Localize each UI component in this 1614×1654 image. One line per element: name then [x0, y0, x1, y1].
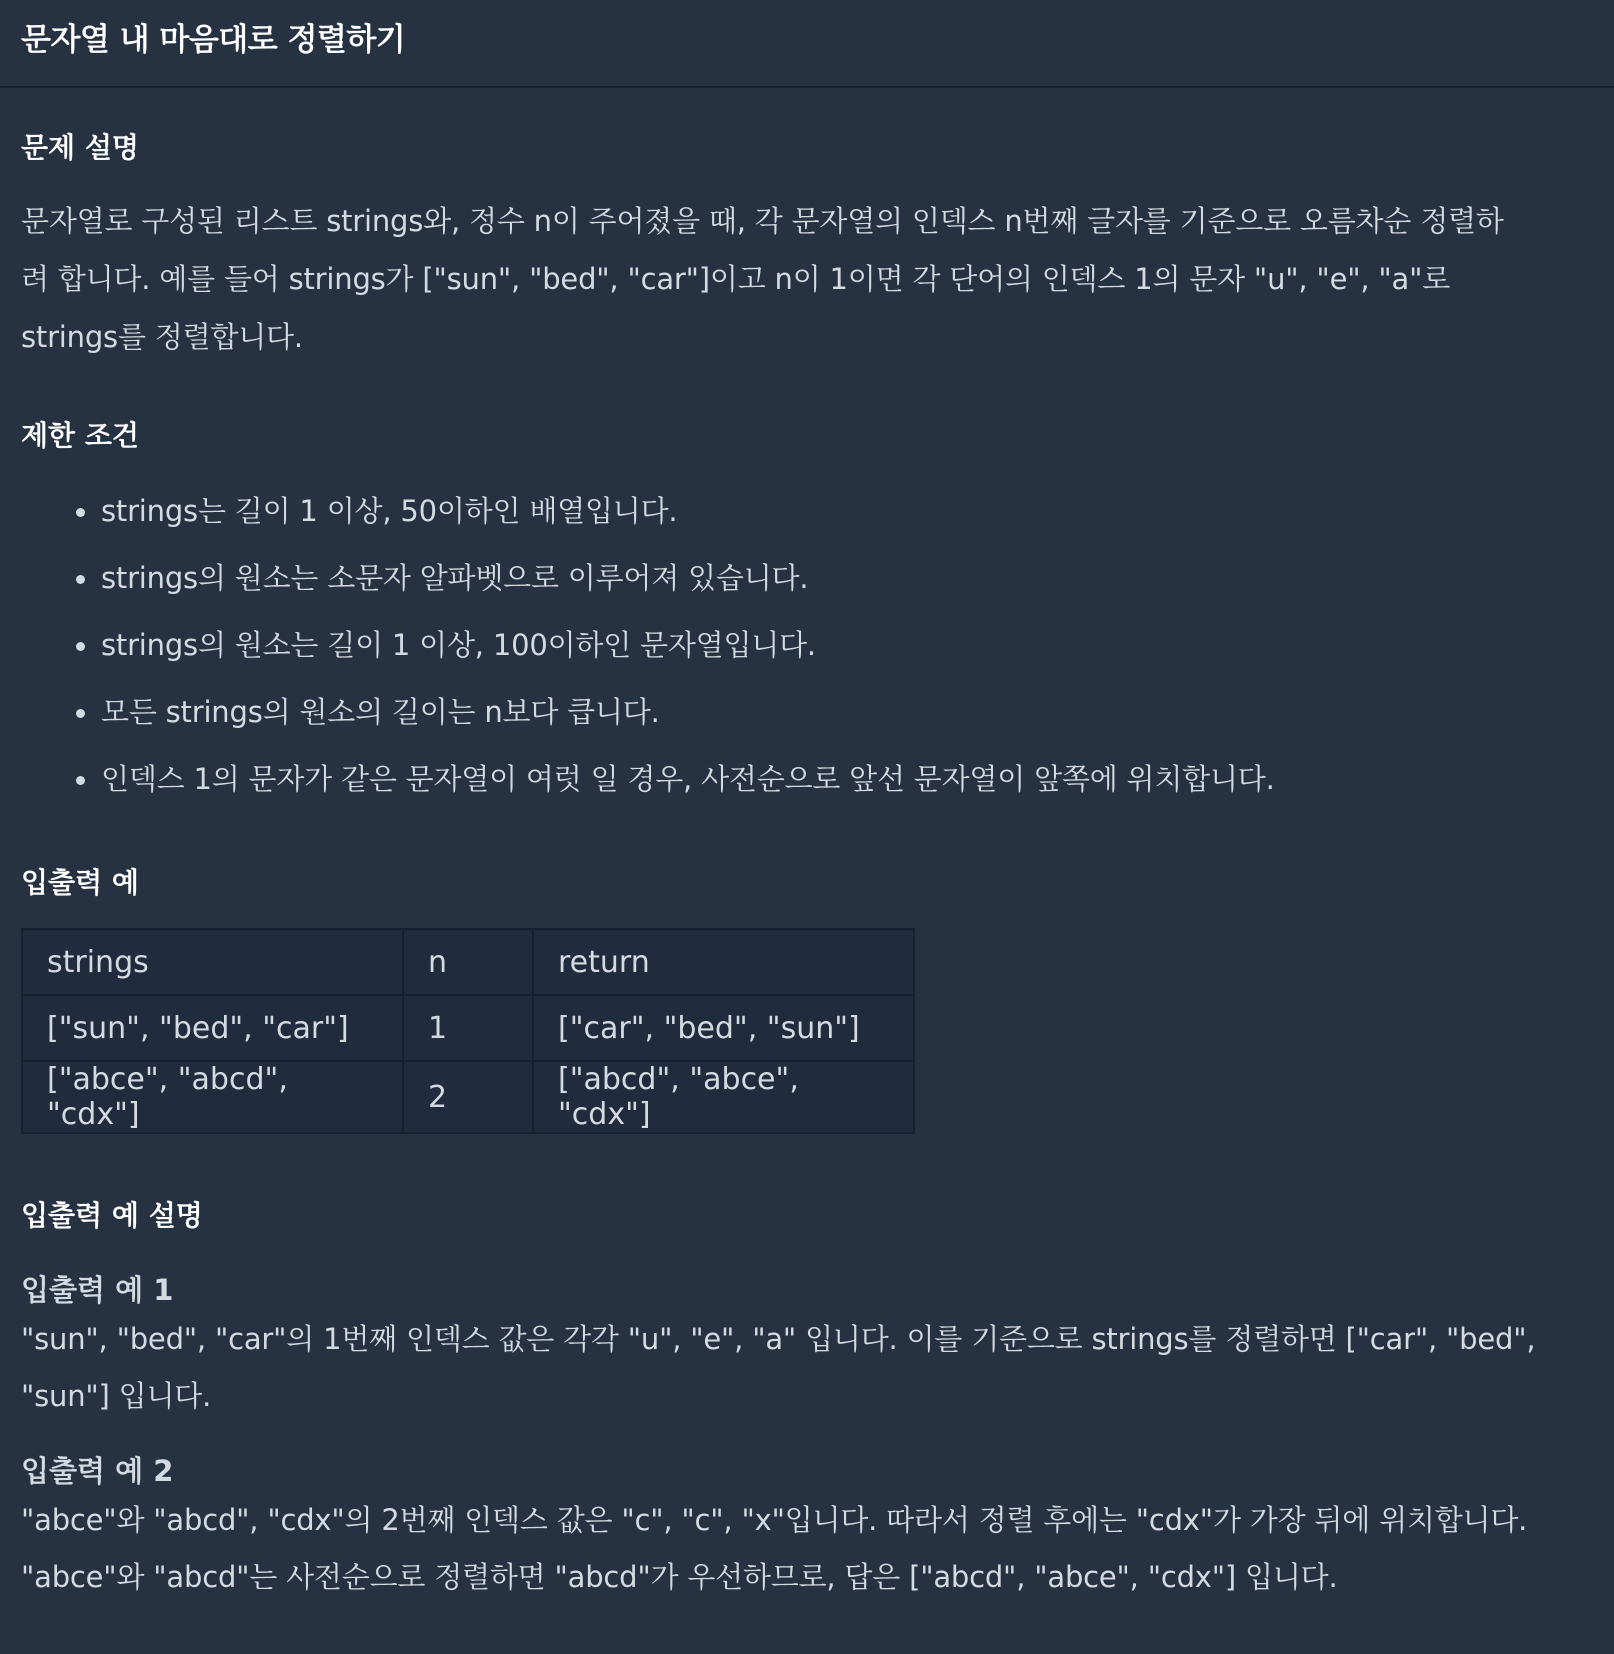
- table-cell: ["abcd", "abce", "cdx"]: [533, 1061, 914, 1133]
- limit-item: [76, 679, 1593, 746]
- page-title: 문자열 내 마음대로 정렬하기: [21, 22, 406, 58]
- io-explanation-heading: 입출력 예 설명: [21, 1199, 203, 1232]
- example2-line: "abce"와 "abcd"는 사전순으로 정렬하면 "abcd"가 우선하므로, 답은 ["abcd", "abce", "cdx"] 입니다.: [21, 1560, 1338, 1594]
- example1-line: "sun"] 입니다.: [21, 1379, 212, 1413]
- limit-text: strings는 길이 1 이상, 50이하인 배열입니다.: [101, 494, 678, 528]
- limit-item: [76, 612, 1593, 679]
- table-header-row: [22, 929, 914, 995]
- bullet-icon: [76, 776, 85, 785]
- column-header-n: n: [403, 929, 533, 995]
- limit-text: strings의 원소는 길이 1 이상, 100이하인 문자열입니다.: [101, 628, 816, 662]
- limit-text: strings의 원소는 소문자 알파벳으로 이루어져 있습니다.: [101, 561, 809, 595]
- table-cell: 2: [403, 1061, 533, 1133]
- example1-line: "sun", "bed", "car"의 1번째 인덱스 값은 각각 "u", "e", "a" 입니다. 이를 기준으로 strings를 정렬하면 ["car", "bed",: [21, 1322, 1536, 1356]
- column-header-return: return: [533, 929, 914, 995]
- description-line: strings를 정렬합니다.: [21, 320, 303, 354]
- table-cell: ["abce", "abcd", "cdx"]: [22, 1061, 403, 1133]
- table-cell: ["car", "bed", "sun"]: [533, 995, 914, 1061]
- example2-title: 입출력 예 2: [21, 1454, 174, 1488]
- table-cell: ["sun", "bed", "car"]: [22, 995, 403, 1061]
- bullet-icon: [76, 508, 85, 517]
- description-line: 려 합니다. 예를 들어 strings가 ["sun", "bed", "car"]이고 n이 1이면 각 단어의 인덱스 1의 문자 "u", "e", "a"로: [21, 262, 1451, 296]
- table-row: [22, 1061, 914, 1133]
- description-line: 문자열로 구성된 리스트 strings와, 정수 n이 주어졌을 때, 각 문자열의 인덱스 n번째 글자를 기준으로 오름차순 정렬하: [21, 204, 1504, 238]
- limit-text: 인덱스 1의 문자가 같은 문자열이 여럿 일 경우, 사전순으로 앞선 문자열이 앞쪽에 위치합니다.: [101, 762, 1275, 796]
- bullet-icon: [76, 642, 85, 651]
- limits-list: [21, 478, 1593, 813]
- description-text: [21, 192, 1593, 366]
- limit-text: 모든 strings의 원소의 길이는 n보다 큽니다.: [101, 695, 660, 729]
- io-example-table: [21, 928, 915, 1134]
- bullet-icon: [76, 709, 85, 718]
- example1-title: 입출력 예 1: [21, 1273, 174, 1307]
- bullet-icon: [76, 575, 85, 584]
- example1-text: [21, 1311, 1593, 1425]
- example2-line: "abce"와 "abcd", "cdx"의 2번째 인덱스 값은 "c", "c", "x"입니다. 따라서 정렬 후에는 "cdx"가 가장 뒤에 위치합니다.: [21, 1503, 1528, 1537]
- table-row: [22, 995, 914, 1061]
- example2-text: [21, 1492, 1593, 1606]
- limit-item: [76, 545, 1593, 612]
- io-example-heading: 입출력 예: [21, 866, 139, 899]
- problem-content: [0, 126, 1614, 1606]
- description-heading: 문제 설명: [21, 131, 139, 164]
- limit-item: [76, 746, 1593, 813]
- page-header: [0, 0, 1614, 88]
- limits-heading: 제한 조건: [21, 419, 139, 452]
- limit-item: [76, 478, 1593, 545]
- column-header-strings: strings: [22, 929, 403, 995]
- table-cell: 1: [403, 995, 533, 1061]
